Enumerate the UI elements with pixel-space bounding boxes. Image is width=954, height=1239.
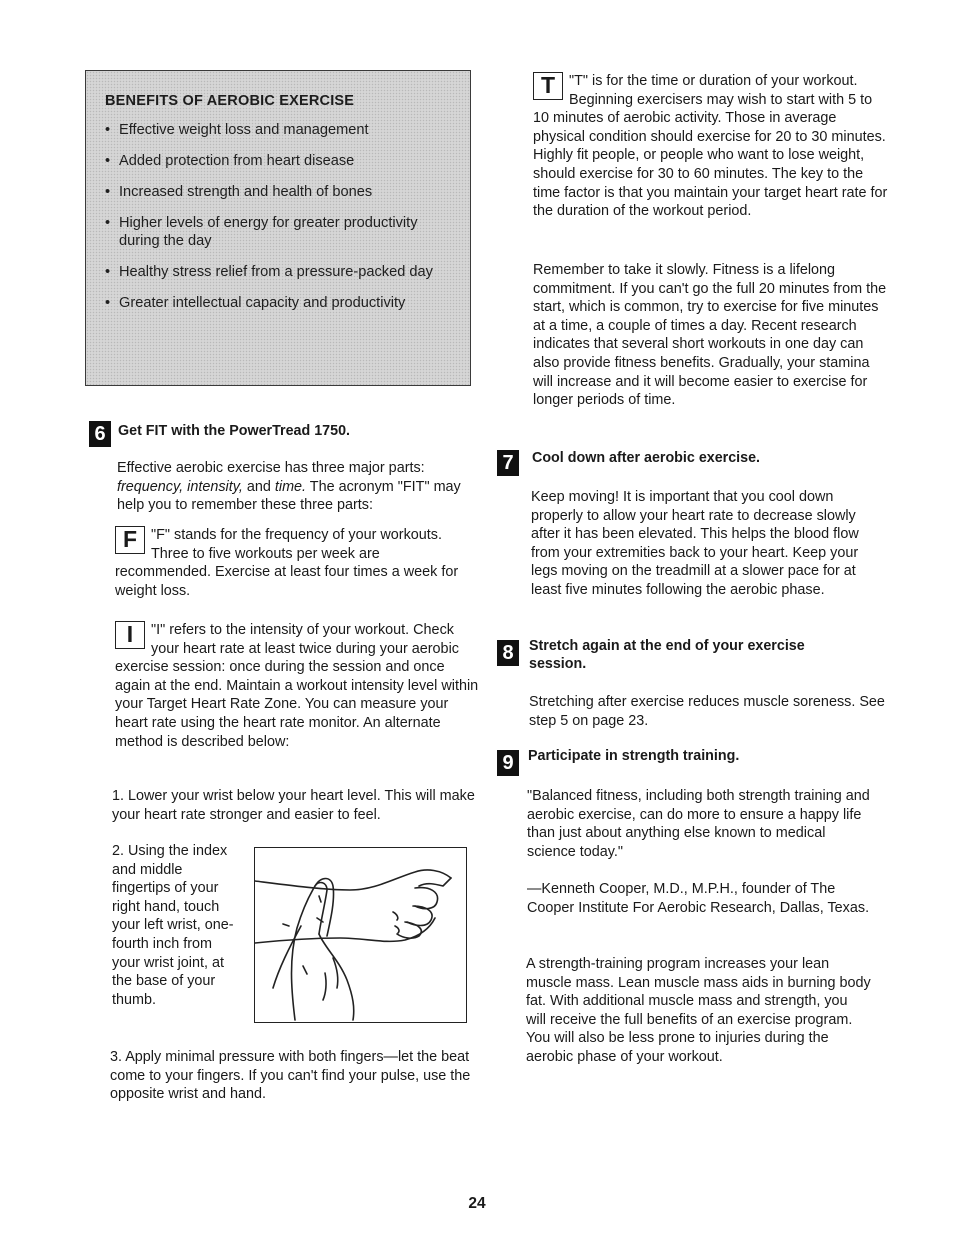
time-text: "T" is for the time or duration of your workout. Beginning exercisers may wish to start with 5 to 10 minutes of aerobic activity. Those in average physical condition should exercise for 20 to 30 minutes. Highly fit people, or people who want to lose weight, should exercise for 30 to 60 minutes. The key to the time factor is that you maintain your target heart rate for the duration of the workout period.: [533, 73, 888, 220]
step-9-badge: 9: [497, 750, 519, 776]
frequency-paragraph: [115, 526, 479, 600]
i-letter-box: I: [115, 621, 145, 649]
pulse-step-1: 1. Lower your wrist below your heart level. This will make your heart rate stronger and easier to feel.: [112, 788, 475, 823]
step-6-badge: 6: [89, 421, 111, 447]
list-item: • Increased strength and health of bones: [105, 183, 456, 201]
step-8-title: Stretch again at the end of your exercise session.: [529, 638, 805, 672]
fit-intro: [117, 459, 472, 515]
pulse-step-2: 2. Using the index and middle fingertips of your right hand, touch your left wrist, one-fourth inch from your wrist joint, at the base of your thumb.: [112, 843, 234, 1008]
list-item: • Healthy stress relief from a pressure-packed day: [105, 263, 456, 281]
intro-text: The acronym "FIT" may help you to remember these three parts:: [117, 478, 461, 514]
wrist-pulse-illustration: [254, 847, 467, 1023]
intensity-paragraph: [115, 621, 479, 751]
remember-paragraph: Remember to take it slowly. Fitness is a lifelong commitment. If you can't go the full 20 minutes from the start, which is common, try to exercise for five minutes at a time, a couple of times a day. Recent research indicates that several short workouts in one day can also provide fitness benefits. Gradually, your stamina will increase and it will become easier to exercise for longer periods of time.: [533, 262, 887, 409]
dropcap-spacer: [115, 621, 151, 657]
dropcap-spacer: [533, 72, 569, 108]
list-item: • Higher levels of energy for greater productivity during the day: [105, 214, 456, 250]
strength-paragraph: A strength-training program increases your lean muscle mass. Lean muscle mass aids in burning body fat. With additional muscle mass and strength, you will receive the full benefits of an exercise program. You will also be less prone to injuries during the aerobic phase of your workout.: [526, 956, 871, 1065]
intro-italic: frequency, intensity,: [117, 478, 243, 495]
intro-text: Effective aerobic exercise has three major parts:: [117, 460, 425, 476]
step-7-text: Keep moving! It is important that you cool down properly to allow your heart rate to decrease slowly after it has been elevated. This helps the blood flow from your extremities back to your heart. Keep your legs moving on the treadmill at a slower pace for at least five minutes following the aerobic phase.: [531, 489, 859, 598]
page-number: 24: [468, 1195, 486, 1212]
benefits-box: [85, 70, 471, 386]
strength-quote: "Balanced fitness, including both strength training and aerobic exercise, can do more to ensure a happy life than just about anything else known to medical science today.": [527, 788, 870, 860]
t-letter-box: T: [533, 72, 563, 100]
intro-italic: time.: [274, 478, 307, 495]
quote-attribution: —Kenneth Cooper, M.D., M.P.H., founder of The Cooper Institute For Aerobic Research, Dallas, Texas.: [527, 881, 870, 916]
hand-drawing: [255, 848, 465, 1021]
step-6-title: Get FIT with the PowerTread 1750.: [118, 423, 350, 439]
step-9-title: Participate in strength training.: [528, 748, 740, 764]
frequency-text: "F" stands for the frequency of your workouts. Three to five workouts per week are recommended. Exercise at least four times a week for weight loss.: [115, 527, 459, 599]
list-item: • Effective weight loss and management: [105, 121, 456, 139]
step-7-badge: 7: [497, 450, 519, 476]
list-item: • Added protection from heart disease: [105, 152, 456, 170]
time-paragraph: [533, 72, 891, 221]
step-8-badge: 8: [497, 640, 519, 666]
benefits-title: BENEFITS OF AEROBIC EXERCISE: [105, 93, 355, 109]
step-8-text: Stretching after exercise reduces muscle soreness. See step 5 on page 23.: [529, 694, 885, 729]
pulse-step-3: 3. Apply minimal pressure with both fingers—let the beat come to your fingers. If you can't find your pulse, use the opposite wrist and hand.: [110, 1049, 471, 1103]
f-letter-box: F: [115, 526, 145, 554]
intro-text: and: [242, 478, 275, 495]
dropcap-spacer: [115, 526, 151, 562]
list-item: • Greater intellectual capacity and productivity: [105, 294, 456, 312]
intensity-text: "I" refers to the intensity of your workout. Check your heart rate at least twice during your aerobic exercise session: once during the session and once again at the end. Maintain a workout intensity level within your Target Heart Rate Zone. You can measure your heart rate using the heart rate monitor. An alternate method is described below:: [115, 622, 479, 750]
step-7-title: Cool down after aerobic exercise.: [532, 450, 761, 466]
benefits-list: [105, 121, 456, 312]
